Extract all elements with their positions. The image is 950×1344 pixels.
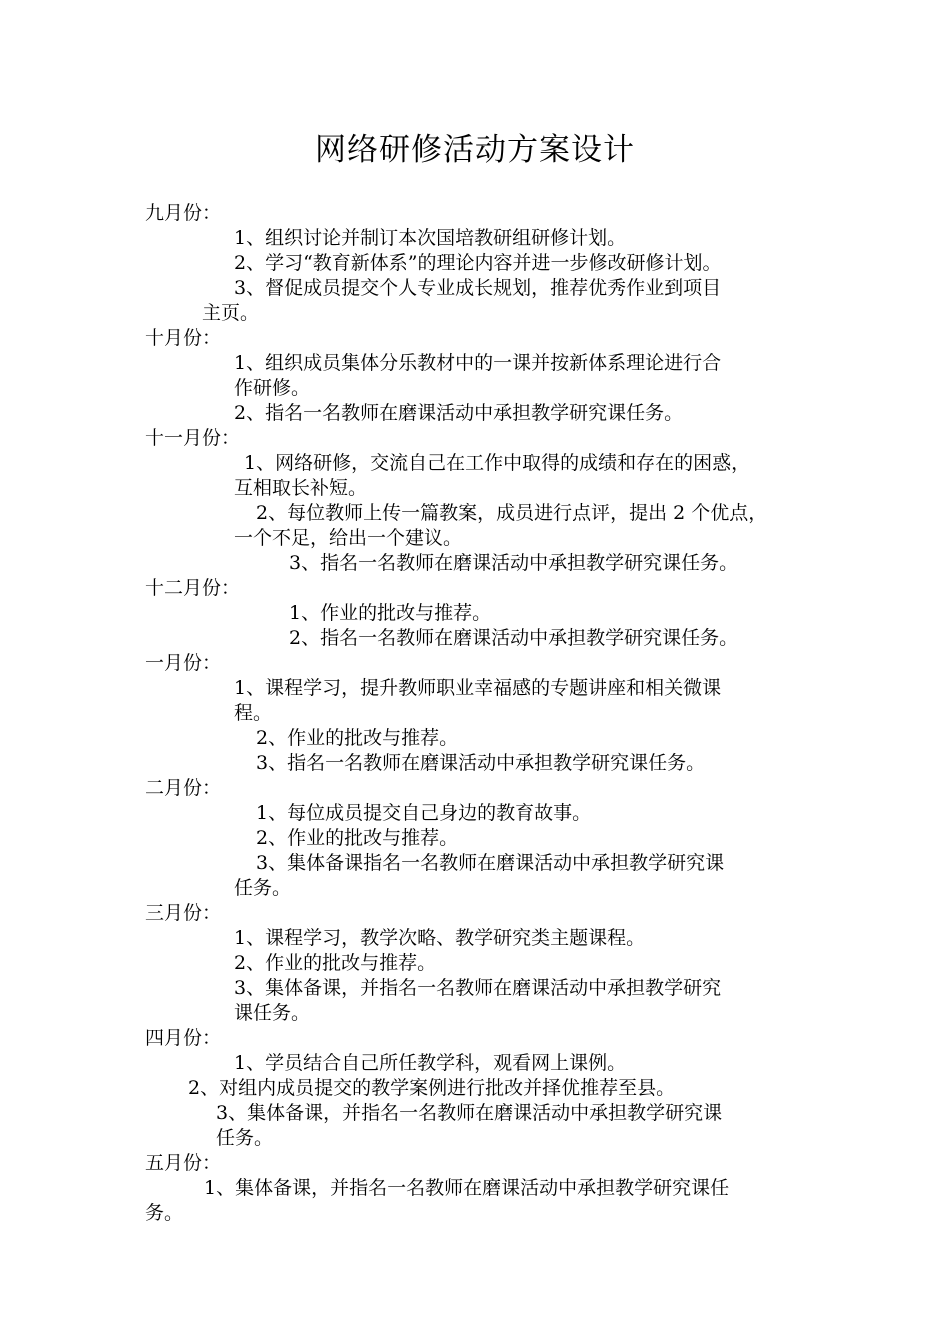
november-item-1-cont: 互相取长补短。	[234, 477, 368, 499]
october-item-1-cont: 作研修。	[234, 377, 311, 399]
may-item-1: 1、集体备课，并指名一名教师在磨课活动中承担教学研究课任	[204, 1177, 730, 1199]
february-item-2: 2、作业的批改与推荐。	[256, 827, 459, 849]
september-item-3: 3、督促成员提交个人专业成长规划，推荐优秀作业到项目	[234, 277, 722, 299]
november-item-2-cont: 一个不足，给出一个建议。	[234, 527, 463, 549]
april-item-1: 1、学员结合自己所任教学科，观看网上课例。	[234, 1052, 627, 1074]
september-item-1: 1、组织讨论并制订本次国培教研组研修计划。	[234, 227, 627, 249]
month-heading-september: 九月份：	[145, 202, 222, 224]
february-item-3: 3、集体备课指名一名教师在磨课活动中承担教学研究课	[256, 852, 725, 874]
may-item-1-cont: 务。	[145, 1202, 184, 1224]
month-heading-november: 十一月份：	[145, 427, 241, 449]
month-heading-october: 十月份：	[145, 327, 222, 349]
document-title: 网络研修活动方案设计	[315, 132, 635, 168]
march-item-3-cont: 课任务。	[234, 1002, 311, 1024]
march-item-2: 2、作业的批改与推荐。	[234, 952, 437, 974]
january-item-1: 1、课程学习，提升教师职业幸福感的专题讲座和相关微课	[234, 677, 722, 699]
september-item-3-cont: 主页。	[202, 302, 260, 324]
april-item-3-cont: 任务。	[216, 1127, 274, 1149]
october-item-2: 2、指名一名教师在磨课活动中承担教学研究课任务。	[234, 402, 684, 424]
october-item-1: 1、组织成员集体分乐教材中的一课并按新体系理论进行合	[234, 352, 722, 374]
december-item-2: 2、指名一名教师在磨课活动中承担教学研究课任务。	[289, 627, 739, 649]
march-item-1: 1、课程学习，教学次略、教学研究类主题课程。	[234, 927, 646, 949]
february-item-1: 1、每位成员提交自己身边的教育故事。	[256, 802, 592, 824]
november-item-2: 2、每位教师上传一篇教案，成员进行点评，提出 2 个优点，	[256, 502, 768, 524]
month-heading-february: 二月份：	[145, 777, 222, 799]
november-item-3: 3、指名一名教师在磨课活动中承担教学研究课任务。	[289, 552, 739, 574]
month-heading-may: 五月份：	[145, 1152, 222, 1174]
january-item-2: 2、作业的批改与推荐。	[256, 727, 459, 749]
month-heading-april: 四月份：	[145, 1027, 222, 1049]
november-item-1: 1、网络研修，交流自己在工作中取得的成绩和存在的困惑，	[244, 452, 751, 474]
january-item-3: 3、指名一名教师在磨课活动中承担教学研究课任务。	[256, 752, 706, 774]
february-item-3-cont: 任务。	[234, 877, 292, 899]
april-item-3: 3、集体备课，并指名一名教师在磨课活动中承担教学研究课	[216, 1102, 723, 1124]
september-item-2: 2、学习“教育新体系”的理论内容并进一步修改研修计划。	[234, 252, 722, 274]
april-item-2: 2、对组内成员提交的教学案例进行批改并择优推荐至县。	[188, 1077, 676, 1099]
month-heading-december: 十二月份：	[145, 577, 241, 599]
month-heading-january: 一月份：	[145, 652, 222, 674]
month-heading-march: 三月份：	[145, 902, 222, 924]
january-item-1-cont: 程。	[234, 702, 273, 724]
march-item-3: 3、集体备课，并指名一名教师在磨课活动中承担教学研究	[234, 977, 722, 999]
december-item-1: 1、作业的批改与推荐。	[289, 602, 492, 624]
